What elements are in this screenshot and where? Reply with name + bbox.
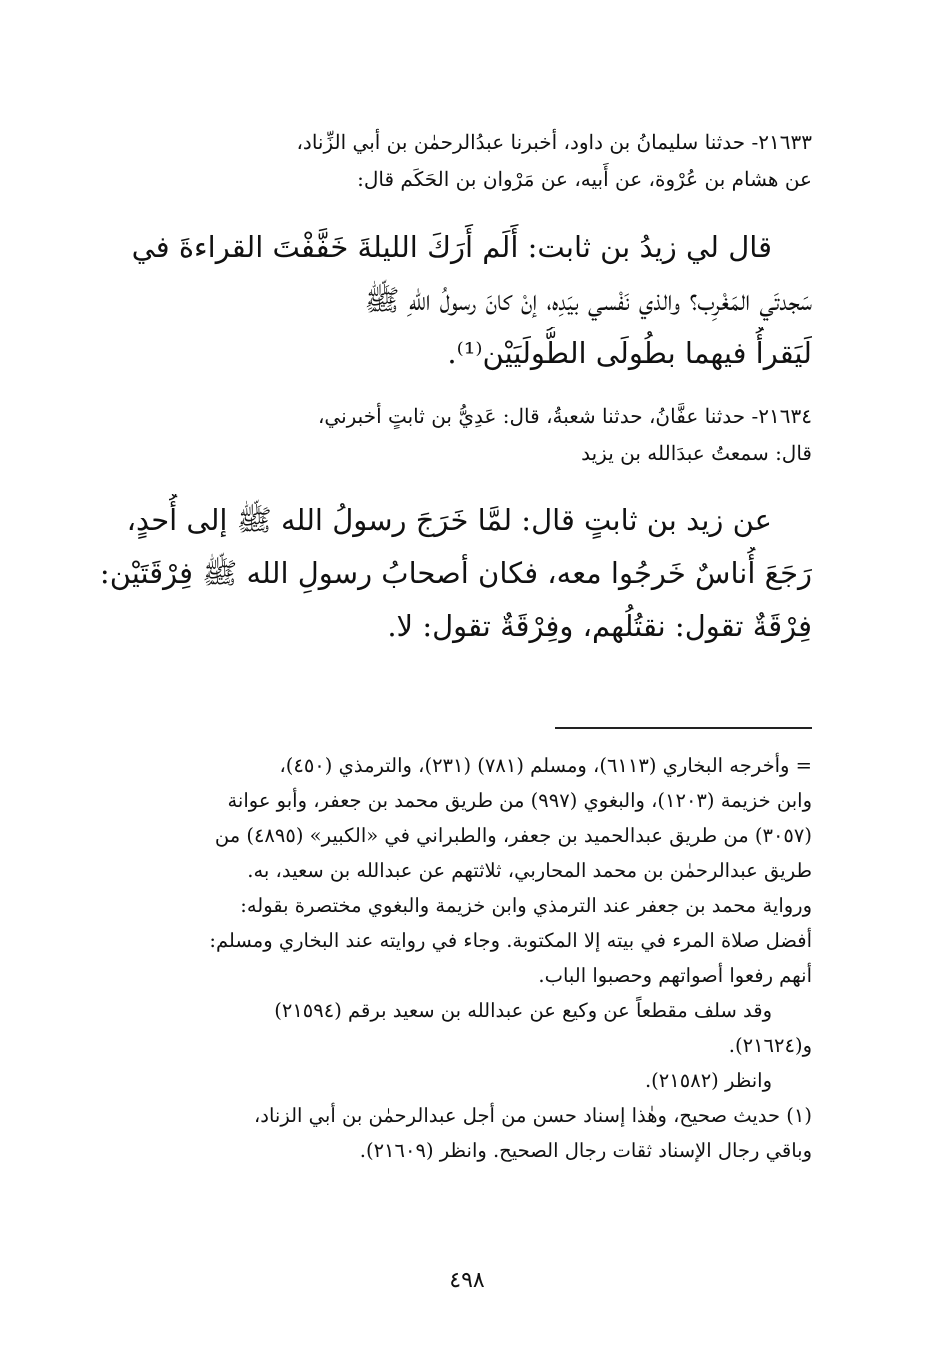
text-line: سَجدتَي المَغْرِب؟ والذي نَفْسي بيَدِه، إنْ كانَ رسولُ اللهِ ﷺ — [364, 283, 812, 317]
footnote-line: = وأخرجه البخاري (٦١١٣)، ومسلم (٧٨١) (٢٣١)، والترمذي (٤٥٠)، — [279, 754, 812, 777]
text-line: لَيَقرأُ فيهما بطُولَى الطُّولَيَيْن⁽¹⁾. — [447, 336, 812, 370]
footnote-line: ورواية محمد بن جعفر عند الترمذي وابن خزيمة والبغوي مختصرة بقوله: — [240, 894, 812, 917]
chain-line: قال: سمعتُ عبدَالله بن يزيد — [581, 441, 812, 465]
hadith-21633-chain — [100, 124, 812, 198]
chain-line: ٢١٦٣٤- حدثنا عفَّانُ، حدثنا شعبةُ، قال: عَدِيُّ بن ثابتٍ أخبرني، — [317, 404, 812, 428]
hadith-21634-text — [100, 494, 812, 653]
footnote-line: وباقي رجال الإسناد ثقات رجال الصحيح. وانظر (٢١٦٠٩). — [359, 1139, 812, 1162]
text-line: فِرْقَةٌ تقول: نقتُلُهم، وفِرْقَةٌ تقول: لا. — [387, 609, 812, 643]
footnote-line: أفضل صلاة المرء في بيته إلا المكتوبة. وجاء في روايته عند البخاري ومسلم: — [209, 929, 812, 952]
text-line: رَجَعَ أُناسٌ خَرجُوا معه، فكان أصحابُ رسولِ الله ﷺ فِرْقَتَيْن: — [100, 556, 812, 590]
chain-line: ٢١٦٣٣- حدثنا سليمانُ بن داود، أخبرنا عبدُالرحمٰن بن أبي الزِّناد، — [296, 130, 812, 154]
hadith-21634-chain — [100, 398, 812, 472]
footnote-separator — [555, 727, 812, 729]
hadith-21633-text — [100, 221, 812, 380]
footnotes — [100, 748, 812, 1168]
footnote-line: و(٢١٦٢٤). — [728, 1034, 812, 1057]
text-line: قال لي زيدُ بن ثابت: أَلَم أَرَكَ الليلةَ خَفَّفْتَ القراءةَ في — [131, 230, 772, 264]
footnote-line: (١) حديث صحيح، وهٰذا إسناد حسن من أجل عبدالرحمٰن بن أبي الزناد، — [254, 1104, 812, 1127]
footnote-line: طريق عبدالرحمٰن بن محمد المحاربي، ثلاثتهم عن عبدالله بن سعيد، به. — [247, 859, 812, 882]
footnote-line: وابن خزيمة (١٢٠٣)، والبغوي (٩٩٧) من طريق محمد بن جعفر، وأبو عوانة — [227, 789, 812, 812]
footnote-line: وقد سلف مقطعاً عن وكيع عن عبدالله بن سعيد برقم (٢١٥٩٤) — [274, 999, 772, 1022]
page-number: ٤٩٨ — [449, 1268, 485, 1293]
chain-line: عن هشام بن عُرْوة، عن أَبيه، عن مَرْوان بن الحَكَم قال: — [357, 167, 812, 191]
footnote-line: وانظر (٢١٥٨٢). — [644, 1069, 772, 1092]
text-line: عن زيد بن ثابتٍ قال: لمَّا خَرَجَ رسولُ الله ﷺ إلى أُحدٍ، — [126, 503, 772, 537]
footnote-line: (٣٠٥٧) من طريق عبدالحميد بن جعفر، والطبراني في «الكبير» (٤٨٩٥) من — [214, 824, 812, 847]
footnote-line: أنهم رفعوا أصواتهم وحصبوا الباب. — [538, 964, 812, 987]
